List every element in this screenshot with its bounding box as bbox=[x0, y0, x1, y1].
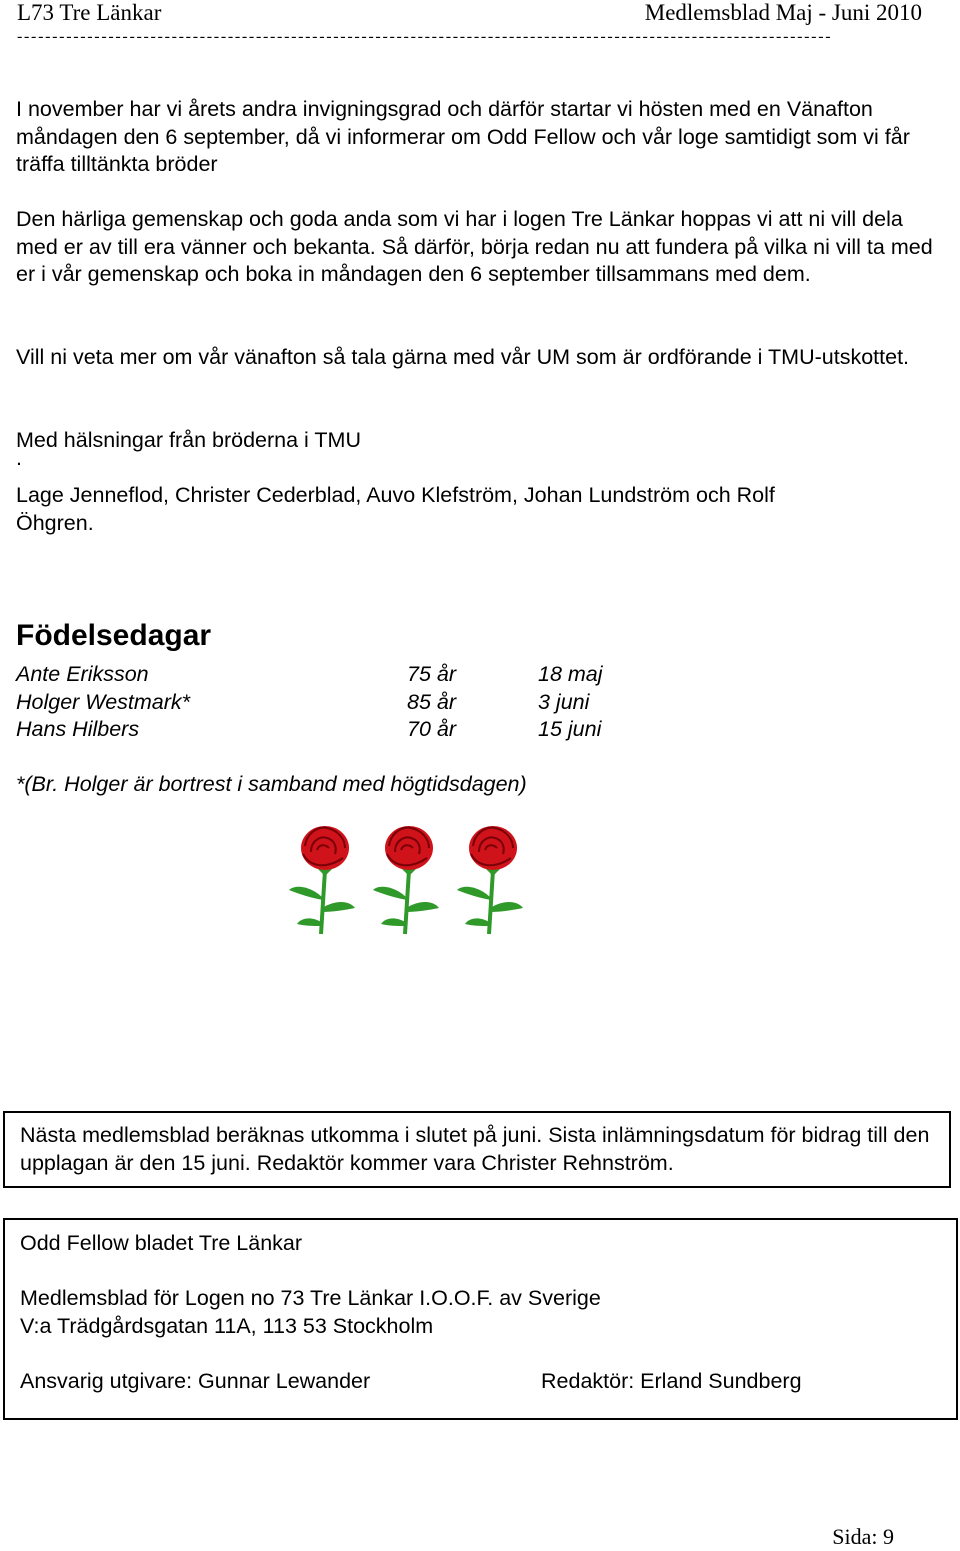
paragraph-invite: Den härliga gemenskap och goda anda som vi har i logen Tre Länkar hoppas vi att ni vill dela med er av till era vänner och bekanta. Så därför, börja redan nu att fundera på vilka ni vill ta med er i vår gemenskap och boka in måndagen den 6 september tillsammans med dem. bbox=[16, 207, 933, 286]
notice-text: Nästa medlemsblad beräknas utkomma i slutet på juni. Sista inlämningsdatum för bidrag till den upplagan är den 15 juni. Redaktör kommer vara Christer Rehnström. bbox=[20, 1123, 930, 1175]
signatures: Lage Jenneflod, Christer Cederblad, Auvo Klefström, Johan Lundström och Rolf Öhgren. bbox=[16, 483, 775, 535]
roses-illustration bbox=[285, 822, 537, 938]
birthday-date: 3 juni bbox=[538, 689, 590, 714]
publisher-title: Odd Fellow bladet Tre Länkar bbox=[20, 1231, 303, 1255]
birthday-name: Hans Hilbers bbox=[16, 717, 140, 741]
rose-icon bbox=[457, 826, 523, 934]
paragraph-intro: I november har vi årets andra invigningsgrad och därför startar vi hösten med en Vänafton måndagen den 6 september, då vi informerar om Odd Fellow och vår loge samtidigt som vi får träffa tilltänkta bröder bbox=[16, 97, 910, 176]
publisher-line: Medlemsblad för Logen no 73 Tre Länkar I.O.O.F. av Sverige bbox=[20, 1286, 601, 1310]
birthdays-heading: Födelsedagar bbox=[16, 619, 212, 652]
birthday-name: Holger Westmark* bbox=[16, 689, 191, 714]
responsible-publisher: Ansvarig utgivare: Gunnar Lewander bbox=[20, 1368, 371, 1393]
publisher-credits bbox=[20, 1368, 956, 1396]
header-issue: Medlemsblad Maj - Juni 2010 bbox=[644, 0, 922, 25]
page-number: Sida: 9 bbox=[832, 1524, 894, 1549]
greeting: Med hälsningar från bröderna i TMU bbox=[16, 428, 361, 452]
birthday-row bbox=[16, 689, 716, 717]
publisher-box bbox=[3, 1218, 958, 1420]
editor: Redaktör: Erland Sundberg bbox=[541, 1368, 802, 1393]
header-title: L73 Tre Länkar bbox=[17, 0, 162, 25]
birthdays-table bbox=[16, 661, 716, 744]
birthday-date: 15 juni bbox=[538, 717, 602, 741]
birthday-date: 18 maj bbox=[538, 662, 603, 686]
header-rule: -------------------------------------------------------------------------------------------------------------------- bbox=[17, 28, 833, 45]
rose-icon bbox=[373, 826, 439, 934]
rose-icon bbox=[289, 826, 355, 934]
birthday-age: 75 år bbox=[407, 662, 457, 686]
greeting-dot: . bbox=[16, 446, 22, 470]
birthday-note: *(Br. Holger är bortrest i samband med högtidsdagen) bbox=[16, 772, 527, 796]
birthday-age: 70 år bbox=[407, 717, 457, 741]
birthday-row bbox=[16, 716, 716, 744]
birthday-row bbox=[16, 661, 716, 689]
birthday-age: 85 år bbox=[407, 689, 457, 714]
paragraph-info: Vill ni veta mer om vår vänafton så tala gärna med vår UM som är ordförande i TMU-utskottet. bbox=[16, 345, 910, 369]
publisher-address: V:a Trädgårdsgatan 11A, 113 53 Stockholm bbox=[20, 1313, 434, 1338]
birthday-name: Ante Eriksson bbox=[16, 662, 149, 686]
notice-box bbox=[3, 1111, 951, 1188]
